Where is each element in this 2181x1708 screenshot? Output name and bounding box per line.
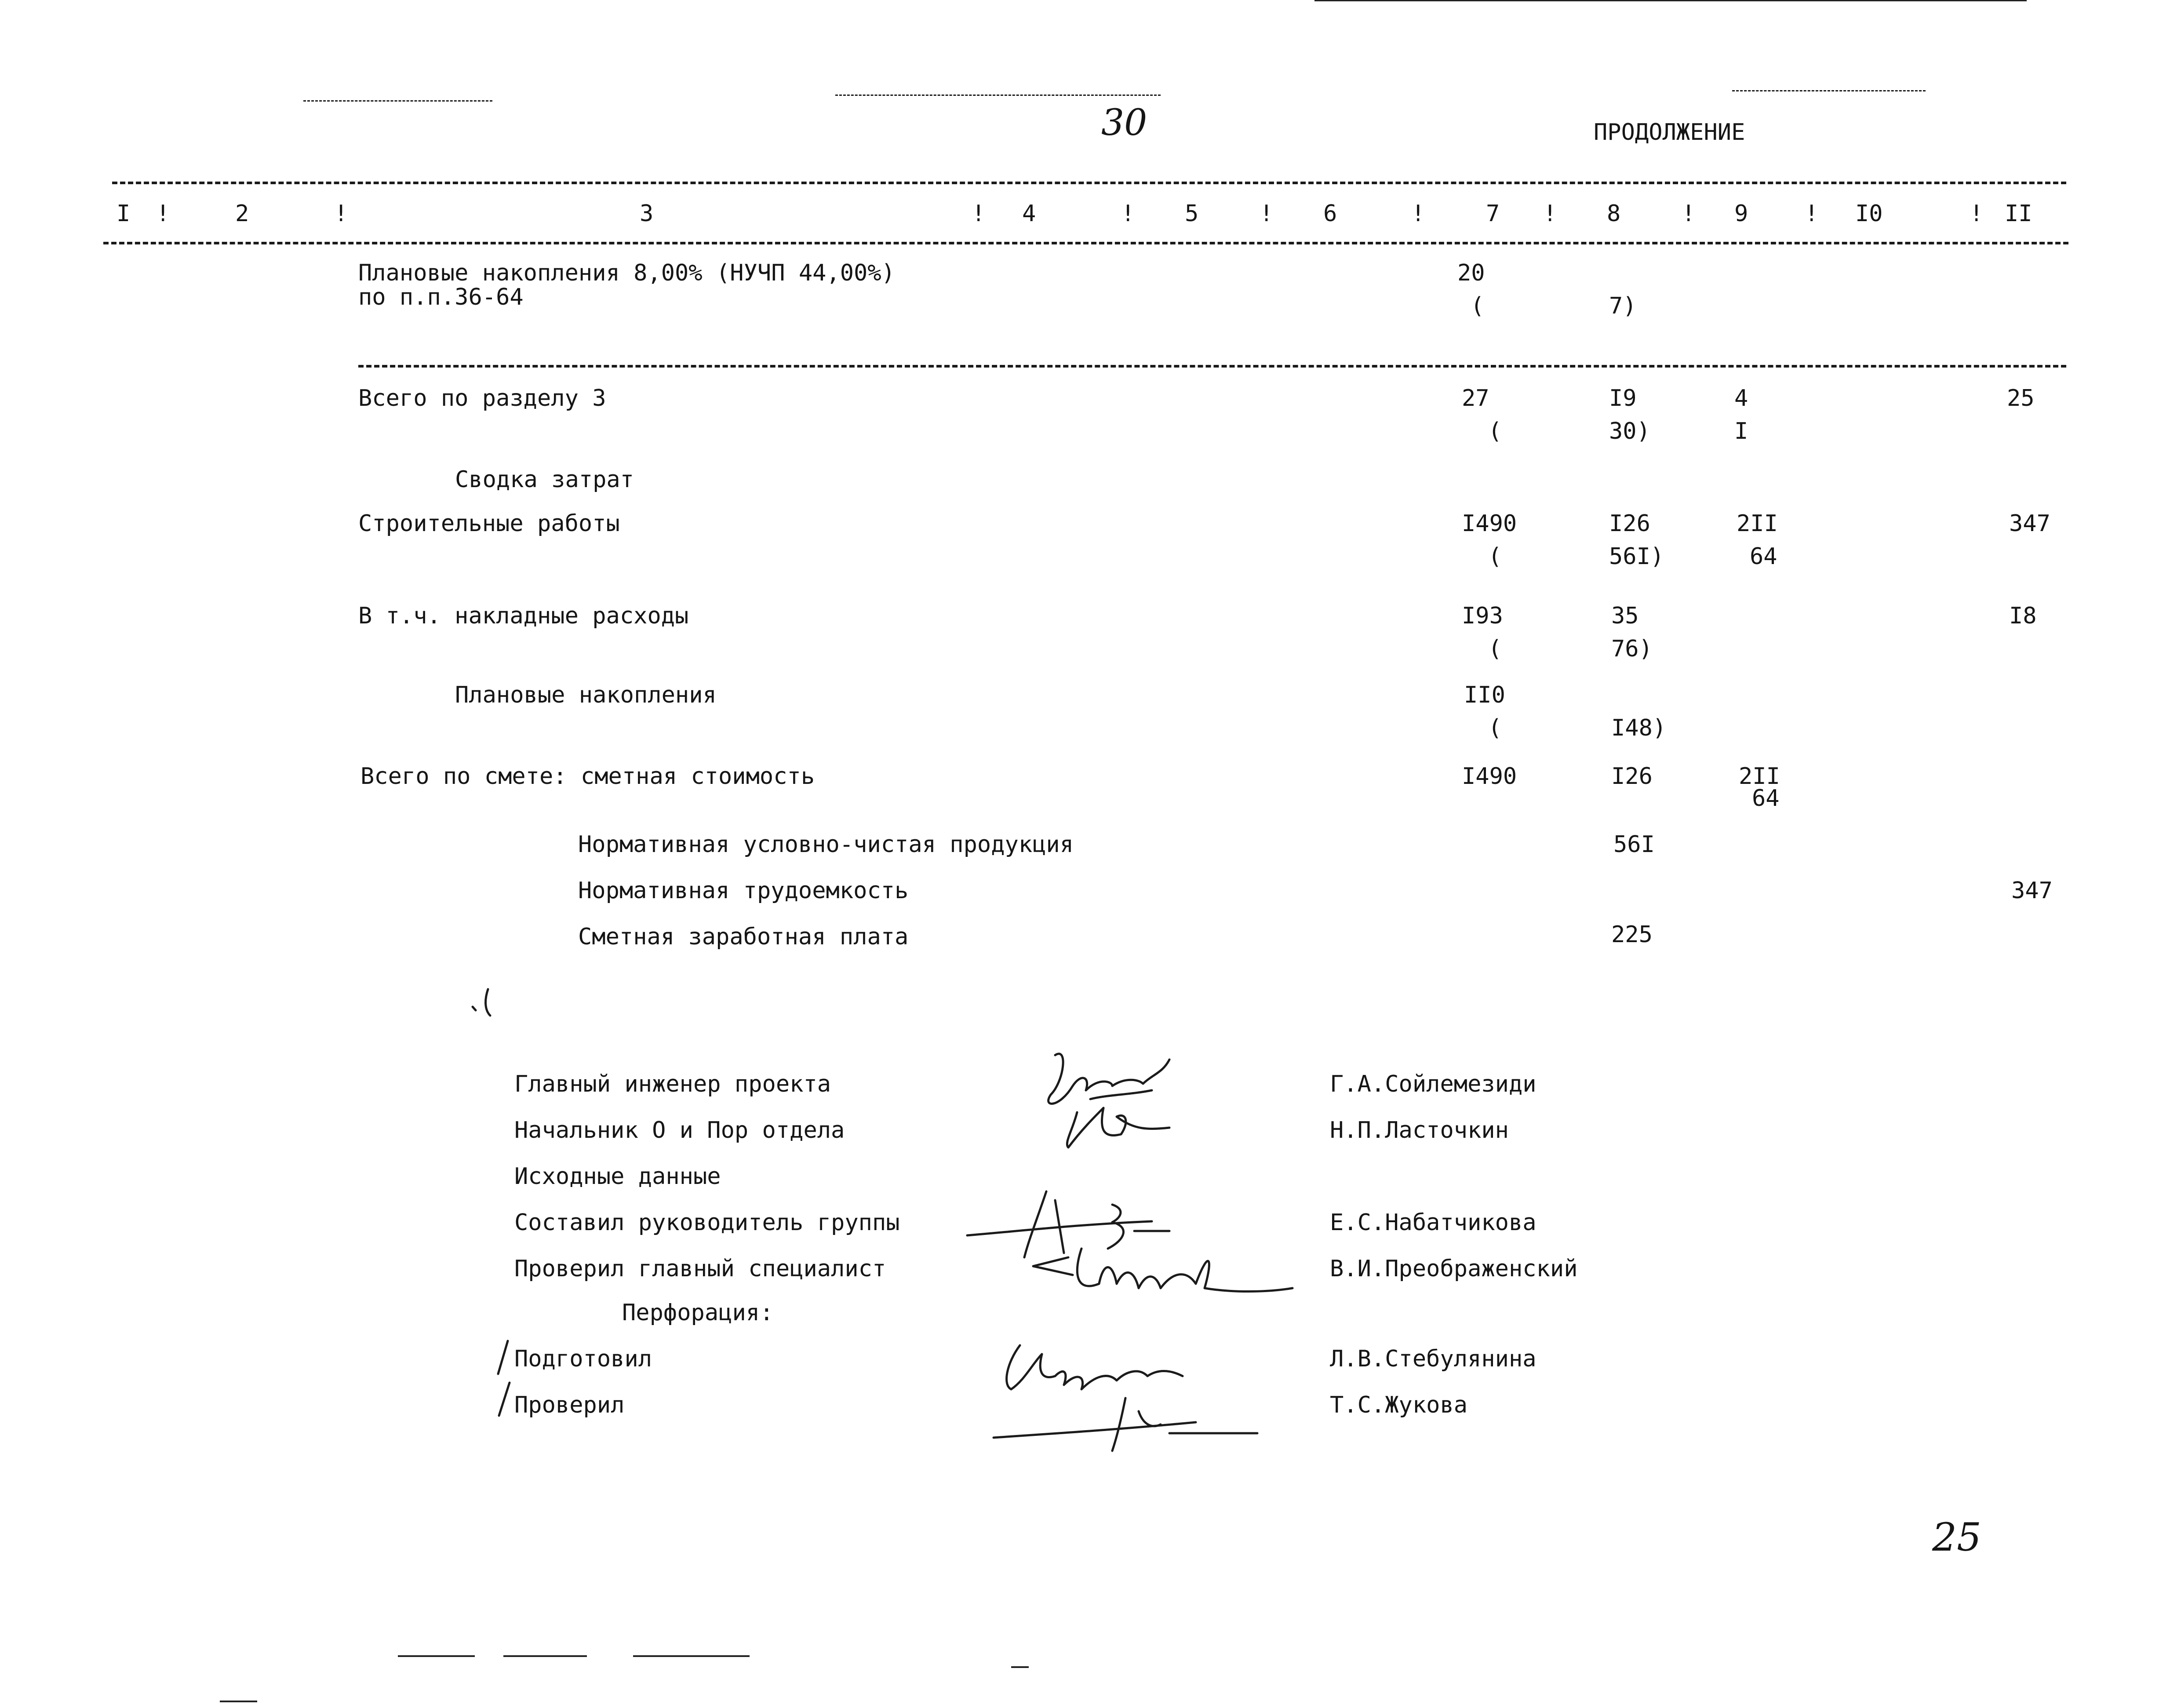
column-header-11: II xyxy=(2005,200,2032,227)
column-header-3: 3 xyxy=(640,200,654,227)
overhead-label: В т.ч. накладные расходы xyxy=(358,603,689,629)
section-total-col7-paren: ( xyxy=(1488,418,1502,444)
faint-rule xyxy=(835,95,1161,96)
labor-col11: 347 xyxy=(2011,878,2053,904)
planned-col7-paren: ( xyxy=(1488,715,1502,741)
column-header-4: 4 xyxy=(1022,200,1036,227)
overhead-col8-sub: 76) xyxy=(1611,636,1653,662)
construction-label: Строительные работы xyxy=(358,510,620,537)
planned-accum-col7: 20 xyxy=(1457,260,1485,286)
net-product-col8: 56I xyxy=(1613,831,1655,858)
section-total-col7: 27 xyxy=(1462,385,1489,412)
signatory-role: Исходные данные xyxy=(514,1163,721,1190)
page-number: 30 xyxy=(1101,102,1147,144)
construction-col8: I26 xyxy=(1609,510,1650,537)
construction-col8-sub: 56I) xyxy=(1609,543,1664,570)
perforation-heading: Перфорация: xyxy=(622,1300,774,1326)
cost-summary-heading: Сводка затрат xyxy=(455,466,634,493)
construction-col7: I490 xyxy=(1462,510,1517,537)
planned-accum-col8-paren: 7) xyxy=(1609,293,1637,319)
signatory-role: Начальник О и Пор отдела xyxy=(514,1117,845,1144)
planned-label: Плановые накопления xyxy=(455,682,717,708)
faint-rule xyxy=(1732,90,1926,91)
bottom-rule xyxy=(503,1655,587,1657)
header-bottom-rule xyxy=(103,242,2068,244)
header-top-rule xyxy=(112,182,2066,184)
signatory-name: Е.С.Набатчикова xyxy=(1330,1209,1537,1236)
section-total-label: Всего по разделу 3 xyxy=(358,385,606,412)
overhead-col7: I93 xyxy=(1462,603,1503,629)
overhead-col8: 35 xyxy=(1611,603,1639,629)
column-separator: ! xyxy=(1970,200,1984,227)
column-separator: ! xyxy=(1805,200,1819,227)
handwritten-sheet-number: 25 xyxy=(1932,1515,1981,1560)
signatory-role: Главный инженер проекта xyxy=(514,1071,831,1097)
column-separator: ! xyxy=(334,200,348,227)
estimate-total-col9-sub: 64 xyxy=(1752,785,1780,812)
top-edge-line xyxy=(1314,0,2027,1)
construction-col7-paren: ( xyxy=(1488,543,1502,570)
bottom-rule xyxy=(220,1701,257,1702)
column-header-1: I xyxy=(117,200,131,227)
column-header-10: I0 xyxy=(1855,200,1883,227)
signature-chief-engineer xyxy=(1038,1042,1191,1156)
signatory-role: Проверил xyxy=(514,1392,625,1418)
column-separator: ! xyxy=(1121,200,1135,227)
planned-col8-sub: I48) xyxy=(1611,715,1667,741)
section-rule xyxy=(358,365,2066,368)
signatory-role: Подготовил xyxy=(514,1346,652,1372)
estimate-total-label: Всего по смете: сметная стоимость xyxy=(360,763,815,790)
column-header-2: 2 xyxy=(235,200,249,227)
estimate-total-col7: I490 xyxy=(1462,763,1517,790)
estimate-total-col8: I26 xyxy=(1611,763,1653,790)
signatory-name: Г.А.Сойлемезиди xyxy=(1330,1071,1537,1097)
section-total-col8-paren: 30) xyxy=(1609,418,1650,444)
column-separator: ! xyxy=(156,200,170,227)
column-header-7: 7 xyxy=(1486,200,1500,227)
continuation-label: ПРОДОЛЖЕНИЕ xyxy=(1594,119,1745,146)
planned-accum-col7-paren: ( xyxy=(1471,293,1485,319)
section-total-col11: 25 xyxy=(2007,385,2035,412)
column-separator: ! xyxy=(1543,200,1557,227)
signatory-name: Н.П.Ласточкин xyxy=(1330,1117,1509,1144)
overhead-col11: I8 xyxy=(2009,603,2037,629)
faint-rule xyxy=(303,100,492,102)
signatory-role: Составил руководитель группы xyxy=(514,1209,900,1236)
bottom-rule xyxy=(398,1655,475,1657)
bottom-rule xyxy=(1011,1666,1029,1668)
wage-label: Сметная заработная плата xyxy=(578,924,909,950)
planned-col7: II0 xyxy=(1464,682,1505,708)
signatory-name: В.И.Преображенский xyxy=(1330,1256,1578,1282)
signatory-role: Проверил главный специалист xyxy=(514,1256,886,1282)
wage-col8: 225 xyxy=(1611,921,1653,948)
column-header-5: 5 xyxy=(1185,200,1199,227)
signature-preparer xyxy=(994,1337,1266,1455)
section-total-col9: 4 xyxy=(1734,385,1748,412)
column-header-8: 8 xyxy=(1607,200,1621,227)
signature-group-leader xyxy=(967,1183,1301,1323)
bottom-rule xyxy=(633,1655,750,1657)
signatory-name: Т.С.Жукова xyxy=(1330,1392,1468,1418)
column-header-9: 9 xyxy=(1734,200,1748,227)
column-separator: ! xyxy=(972,200,986,227)
column-separator: ! xyxy=(1260,200,1274,227)
labor-label: Нормативная трудоемкость xyxy=(578,878,909,904)
net-product-label: Нормативная условно-чистая продукция xyxy=(578,831,1074,858)
tick-mark xyxy=(495,1339,512,1418)
column-separator: ! xyxy=(1682,200,1696,227)
planned-accum-label-2: по п.п.36-64 xyxy=(358,284,524,310)
section-total-col8: I9 xyxy=(1609,385,1637,412)
construction-col11: 347 xyxy=(2009,510,2050,537)
column-separator: ! xyxy=(1411,200,1425,227)
section-total-col9-sub: I xyxy=(1734,418,1748,444)
construction-col9: 2II xyxy=(1737,510,1778,537)
scan-mark xyxy=(470,985,497,1020)
planned-accum-label-1: Плановые накопления 8,00% (НУЧП 44,00%) xyxy=(358,260,895,286)
construction-col9-sub: 64 xyxy=(1750,543,1777,570)
overhead-col7-paren: ( xyxy=(1488,636,1502,662)
estimate-total-col9: 2II xyxy=(1739,763,1780,790)
column-header-6: 6 xyxy=(1323,200,1337,227)
signatory-name: Л.В.Стебулянина xyxy=(1330,1346,1537,1372)
